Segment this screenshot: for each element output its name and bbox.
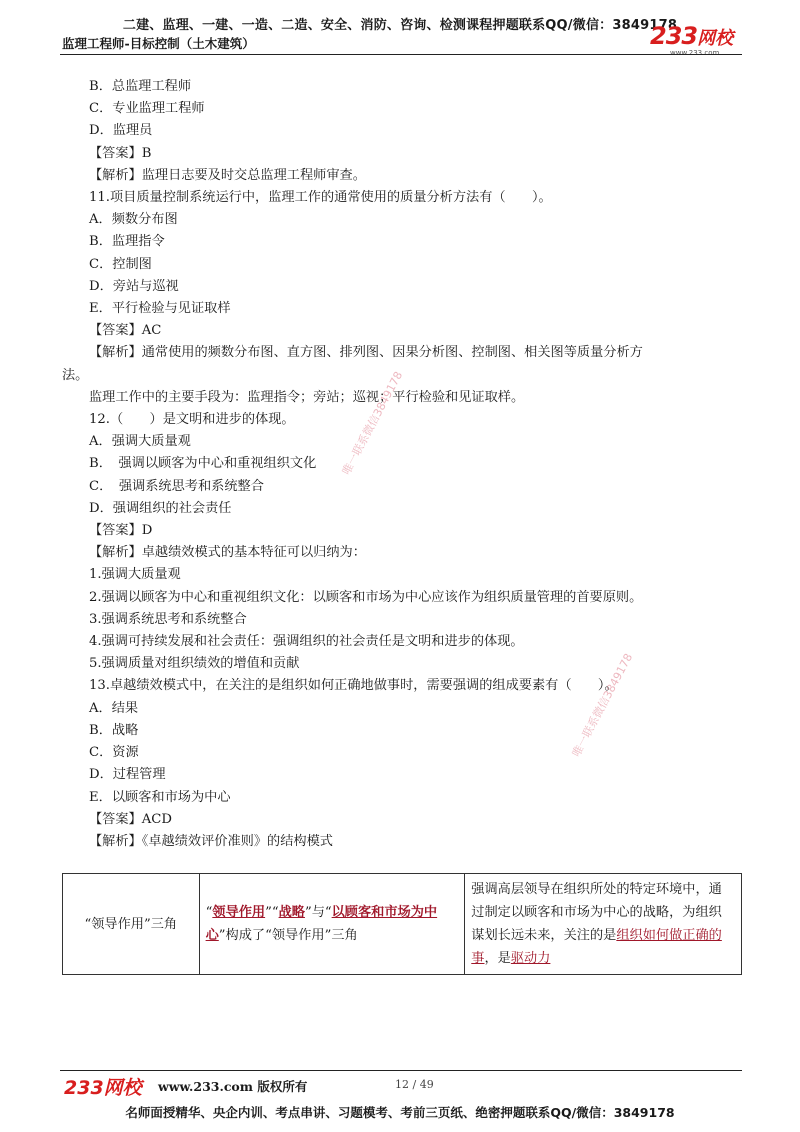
header-contact-line: 二建、监理、一建、一造、二造、安全、消防、咨询、检测课程押题联系QQ/微信：3849178 bbox=[122, 18, 678, 33]
logo-url: www.233.com bbox=[670, 49, 720, 57]
explanation: 【解析】卓越绩效模式的基本特征可以归纳为： bbox=[89, 545, 366, 561]
list-item: 4.强调可持续发展和社会责任：强调组织的社会责任是文明和进步的体现。 bbox=[89, 634, 524, 650]
option-a: A．结果 bbox=[89, 700, 139, 716]
footer-copyright: www.233.com 版权所有 bbox=[158, 1079, 308, 1094]
option-c: C．专业监理工程师 bbox=[89, 101, 205, 117]
option-e: E．以顾客和市场为中心 bbox=[89, 789, 231, 805]
logo-text: 网校 bbox=[697, 28, 734, 49]
page-number: 12 / 49 bbox=[395, 1078, 434, 1091]
cell-text: ”构成了“领导作用”三角 bbox=[218, 928, 358, 943]
watermark: 唯一联系微信3849178 bbox=[339, 369, 406, 478]
answer: 【答案】AC bbox=[89, 323, 162, 339]
option-b: B． 强调以顾客为中心和重视组织文化 bbox=[89, 456, 317, 472]
option-c: C． 强调系统思考和系统整合 bbox=[89, 478, 264, 494]
table-row bbox=[63, 874, 742, 975]
option-d: D．监理员 bbox=[89, 123, 153, 139]
quote-mark: “ bbox=[205, 905, 213, 920]
logo-number: 233 bbox=[650, 22, 698, 50]
quote-mark: ”与“ bbox=[304, 905, 332, 920]
highlight-customer-market: 以顾客和市场为中心 bbox=[205, 905, 438, 943]
document-body bbox=[62, 76, 742, 853]
list-item: 3.强调系统思考和系统整合 bbox=[89, 611, 247, 627]
list-item: 5.强调质量对组织绩效的增值和贡献 bbox=[89, 656, 300, 672]
explanation-note: 监理工作中的主要手段为：监理指令；旁站；巡视；平行检验和见证取样。 bbox=[89, 389, 525, 405]
option-d: D．强调组织的社会责任 bbox=[89, 500, 232, 516]
brand-logo bbox=[650, 22, 734, 57]
answer: 【答案】ACD bbox=[89, 811, 172, 827]
option-b: B．监理指令 bbox=[89, 234, 165, 250]
option-b: B．总监理工程师 bbox=[89, 79, 192, 94]
cell-text: ，是 bbox=[484, 951, 511, 966]
highlight-strategy: 战略 bbox=[278, 905, 305, 920]
option-b: B．战略 bbox=[89, 722, 139, 738]
option-c: C．控制图 bbox=[89, 256, 152, 272]
explanation: 【解析】监理日志要及时交总监理工程师审查。 bbox=[89, 167, 366, 183]
question-11: 11.项目质量控制系统运行中，监理工作的通常使用的质量分析方法有（ ）。 bbox=[89, 190, 552, 206]
option-c: C．资源 bbox=[89, 745, 139, 761]
watermark: 唯一联系微信3849178 bbox=[569, 651, 636, 760]
table-cell-components bbox=[199, 874, 465, 975]
footer-divider bbox=[60, 1070, 742, 1071]
answer: 【答案】B bbox=[89, 145, 152, 161]
option-e: E．平行检验与见证取样 bbox=[89, 301, 231, 317]
list-item: 2.强调以顾客为中心和重视组织文化：以顾客和市场为中心应该作为组织质量管理的首要原则。 bbox=[89, 589, 643, 605]
option-a: A．频数分布图 bbox=[89, 212, 178, 228]
document-subtitle: 监理工程师-目标控制（土木建筑） bbox=[62, 36, 255, 51]
footer-logo: 233网校 bbox=[64, 1077, 142, 1099]
list-item: 1.强调大质量观 bbox=[89, 567, 181, 583]
question-12: 12.（ ）是文明和进步的体现。 bbox=[89, 412, 295, 428]
cell-text: 强调高层领导在组织所处的特定环境中，通过制定以顾客和市场为中心的战略，为组织谋划长远未来，关注的是 bbox=[471, 882, 722, 943]
table-cell-description bbox=[465, 874, 742, 975]
answer: 【答案】D bbox=[89, 523, 153, 539]
header-divider bbox=[60, 54, 742, 55]
option-a: A．强调大质量观 bbox=[89, 434, 191, 450]
option-d: D．过程管理 bbox=[89, 767, 166, 783]
question-13: 13.卓越绩效模式中，在关注的是组织如何正确地做事时，需要强调的组成要素有（ ）。 bbox=[89, 678, 618, 694]
explanation-continued: 法。 bbox=[62, 367, 89, 383]
footer-contact-line: 名师面授精华、央企内训、考点串讲、习题模考、考前三页纸、绝密押题联系QQ/微信：3849178 bbox=[125, 1105, 675, 1120]
explanation: 【解析】《卓越绩效评价准则》的结构模式 bbox=[89, 833, 333, 849]
highlight-leadership: 领导作用 bbox=[212, 905, 266, 920]
quote-mark: ”“ bbox=[265, 905, 279, 920]
table-cell-title: “领导作用”三角 bbox=[63, 874, 200, 975]
highlight-do-right-things: 组织如何做正确的事 bbox=[471, 928, 722, 966]
highlight-driving-force: 驱动力 bbox=[510, 951, 551, 966]
structure-table bbox=[62, 873, 742, 975]
explanation: 【解析】通常使用的频数分布图、直方图、排列图、因果分析图、控制图、相关图等质量分析方 bbox=[89, 345, 643, 361]
option-d: D．旁站与巡视 bbox=[89, 278, 179, 294]
